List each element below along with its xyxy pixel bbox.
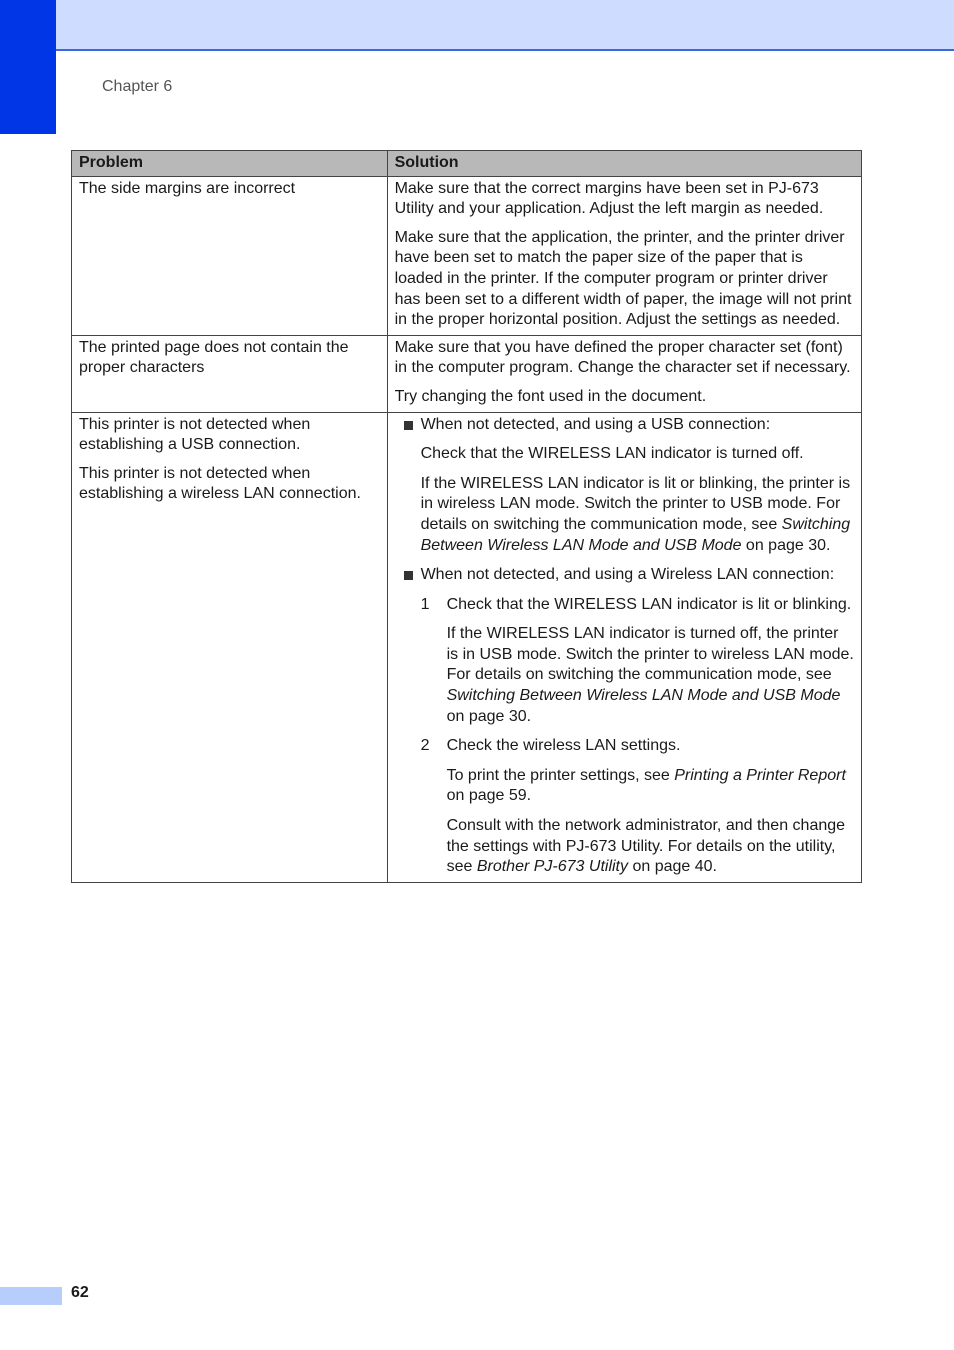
cross-reference: Switching Between Wireless LAN Mode and USB Mode xyxy=(446,687,841,705)
step-number: 2 xyxy=(420,737,430,755)
step-2-detail: To print the printer settings, see Printing a Printer Report on page 59. xyxy=(446,766,846,805)
usb-check: Check that the WIRELESS LAN indicator is turned off. xyxy=(420,445,804,463)
usb-detail: If the WIRELESS LAN indicator is lit or blinking, the printer is in wireless LAN mode. Switch the printer to USB mode. For details on switching the communication mode, see Switching Between Wireless LAN Mode and USB Mode on page 30. xyxy=(420,474,851,554)
solution-paragraph: Make sure that the application, the printer, and the printer driver have been set to match the paper size of the paper that is loaded in the printer. If the computer program or printer driver has been set to a different width of paper, the image will not print in the proper horizontal position. Adjust the settings as needed. xyxy=(394,228,852,329)
problem-cell: The side margins are incorrect xyxy=(72,176,388,335)
cross-reference: Brother PJ-673 Utility xyxy=(476,858,628,876)
table-row xyxy=(72,335,862,412)
chapter-label: Chapter 6 xyxy=(102,78,173,95)
bullet-usb: When not detected, and using a USB connection: xyxy=(395,415,854,436)
cross-reference: Printing a Printer Report xyxy=(674,766,846,784)
step-2-detail: Consult with the network administrator, and then change the settings with PJ-673 Utility. For details on the utility, see Brother PJ-673 Utility on page 40. xyxy=(446,817,846,876)
square-bullet-icon xyxy=(404,421,413,430)
solution-paragraph: Make sure that you have defined the proper character set (font) in the computer program. Change the character set if necessary. xyxy=(394,338,851,377)
chapter-tab xyxy=(0,0,56,134)
solution-paragraph: Try changing the font used in the document. xyxy=(394,387,707,405)
problem-cell xyxy=(72,412,388,882)
cross-reference: Switching Between Wireless LAN Mode and USB Mode xyxy=(420,515,851,554)
header-band xyxy=(0,0,954,51)
footer-bar xyxy=(0,1287,62,1305)
table-header-row xyxy=(72,151,862,177)
problem-paragraph: This printer is not detected when establishing a wireless LAN connection. xyxy=(79,464,361,503)
header-solution: Solution xyxy=(387,151,861,177)
page-number: 62 xyxy=(71,1284,89,1301)
solution-paragraph: Make sure that the correct margins have been set in PJ-673 Utility and your application. Adjust the left margin as needed. xyxy=(394,179,824,218)
problem-cell: The printed page does not contain the proper characters xyxy=(72,335,388,412)
solution-cell xyxy=(387,412,861,882)
bullet-wlan: When not detected, and using a Wireless LAN connection: xyxy=(395,565,854,586)
troubleshooting-table xyxy=(71,150,862,883)
step-1: 1 Check that the WIRELESS LAN indicator is lit or blinking. xyxy=(395,595,854,616)
step-1-detail: If the WIRELESS LAN indicator is turned off, the printer is in USB mode. Switch the printer to wireless LAN mode. For details on switching the communication mode, see Switching Between Wireless LAN Mode and USB Mode on page 30. xyxy=(446,625,854,725)
header-problem: Problem xyxy=(72,151,388,177)
step-number: 1 xyxy=(420,595,430,613)
solution-cell xyxy=(387,176,861,335)
square-bullet-icon xyxy=(404,571,413,580)
problem-paragraph: This printer is not detected when establishing a USB connection. xyxy=(79,415,311,454)
solution-cell xyxy=(387,335,861,412)
table-row xyxy=(72,412,862,882)
table-row xyxy=(72,176,862,335)
step-2: 2 Check the wireless LAN settings. xyxy=(395,736,854,757)
